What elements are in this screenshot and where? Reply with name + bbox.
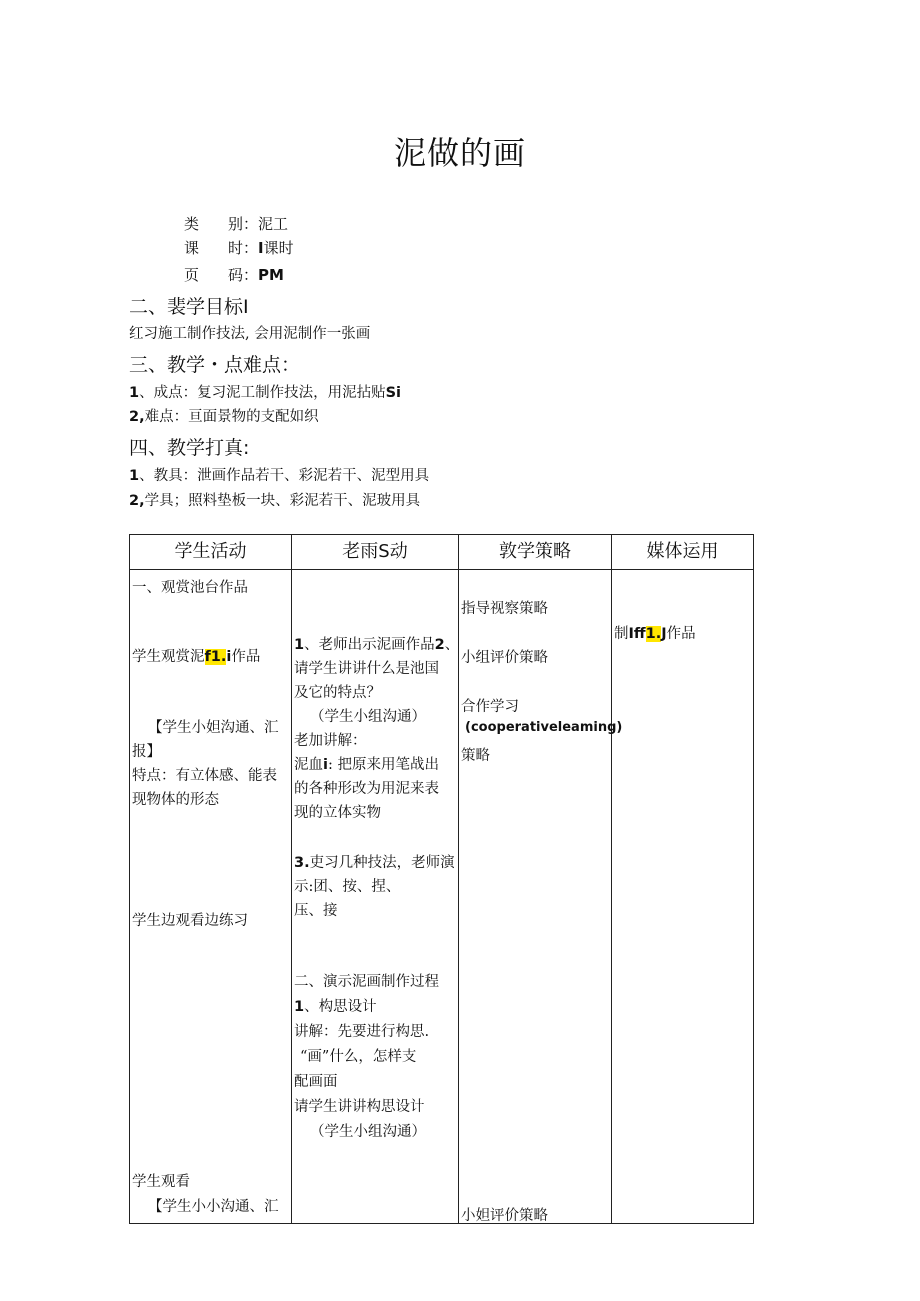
lesson-table bbox=[129, 534, 754, 1224]
meta-periods: 课 时：I课时 bbox=[184, 239, 294, 257]
section-tools-line2: 2,学具；照料垫板一块、彩泥若干、泥玻用具 bbox=[129, 493, 421, 509]
cell-teacher-activity: 1、老师出示泥画作品2、 请学生讲讲什么是池国 及它的特点？ （学生小组沟通） 老加讲解： 泥血i: 把原来用笔战出 的各种形改为用泥来表 现的立体实物 3.吏习几种技法，老师演 示:团、按、捏、 压、接 二、演示泥画制作过程 1、构思设计 讲解：先要进行构思. “画”什么，怎样支 配画面 请学生讲讲构思设计 （学生小组沟通） bbox=[292, 570, 459, 1224]
table-header-row bbox=[130, 535, 754, 570]
header-teaching-strategy: 敦学策略 bbox=[459, 535, 612, 570]
header-teacher-activity: 老雨S动 bbox=[292, 535, 459, 570]
meta-category: 类 别：泥工 bbox=[184, 215, 289, 233]
cell-student-activity: 一、观赏池台作品 学生观赏泥f1.i作品 【学生小妲沟通、汇 报】 特点：有立体感、能表 现物体的形态 学生边观看边练习 学生观看 【学生小小沟通、汇 bbox=[130, 570, 292, 1224]
table-row bbox=[130, 570, 754, 1224]
page-title: 泥做的画 bbox=[393, 134, 526, 172]
section-objectives-text: 红习施工制作技法, 会用泥制作一张画 bbox=[129, 326, 371, 342]
section-objectives-heading: 二、裴学目标I bbox=[129, 296, 249, 318]
section-tools-line1: 1、教具：泄画作品若干、彩泥若干、泥型用具 bbox=[129, 468, 430, 484]
section-tools-heading: 四、教学打真: bbox=[129, 437, 250, 459]
cell-teaching-strategy: 指导视察策略 小组评价策略 合作学习 (cooperativeleaming) 策略 小妲评价策略 bbox=[459, 570, 612, 1224]
section-keypoints-heading: 三、教学・点难点： bbox=[129, 354, 301, 376]
header-student-activity: 学生活动 bbox=[130, 535, 292, 570]
header-media-usage: 媒体运用 bbox=[612, 535, 754, 570]
section-keypoints-line2: 2,难点：亘面景物的支配如织 bbox=[129, 409, 319, 425]
section-keypoints-line1: 1、成点：复习泥工制作技法，用泥拈贴Si bbox=[129, 385, 402, 401]
cell-media-usage: 制Iff1.J作品 bbox=[612, 570, 754, 1224]
meta-page: 页 码：PM bbox=[184, 266, 284, 284]
